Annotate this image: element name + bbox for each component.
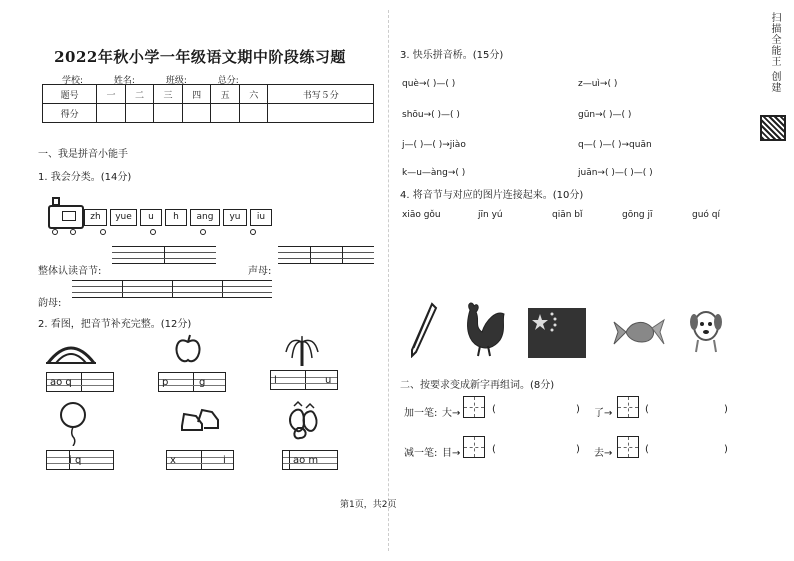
paren-close: ) (724, 404, 728, 415)
page-number: 第1页，共2页 (340, 500, 397, 510)
score-input-cell[interactable] (211, 104, 240, 123)
section2-heading: 二、按要求变成新字再组词。(8分) (400, 380, 555, 391)
row-label: 减一笔: (404, 448, 438, 459)
score-header-cell: 四 (182, 85, 211, 104)
train-wheel (200, 229, 206, 235)
syllable-label[interactable]: guó qí (692, 210, 720, 220)
train-car: iu (250, 209, 272, 226)
strawberry-icon (286, 400, 320, 440)
national-flag-icon[interactable] (528, 308, 586, 358)
score-input-cell[interactable] (182, 104, 211, 123)
train-car: ang (190, 209, 220, 226)
answer-lines-shengmu[interactable] (278, 246, 374, 264)
train-window (62, 211, 76, 221)
train-chimney (52, 197, 60, 206)
syllable-label[interactable]: qiān bǐ (552, 210, 583, 220)
score-label: 总分: (217, 76, 239, 86)
score-input-cell[interactable] (97, 104, 126, 123)
pinyin-text: i (223, 455, 226, 466)
pinyin-text: i q (69, 455, 82, 466)
paren-close: ) (576, 404, 580, 415)
shoes-icon (180, 406, 220, 436)
pinyin-box[interactable] (46, 372, 114, 392)
train-wheel (250, 229, 256, 235)
source-char: 了→ (594, 408, 613, 419)
goldfish-icon[interactable] (612, 312, 666, 352)
train-wheel (150, 229, 156, 235)
char-grid-box[interactable] (463, 396, 485, 418)
source-char: 目→ (442, 448, 461, 459)
paren-open: ( (492, 404, 496, 415)
source-char: 去→ (594, 448, 613, 459)
paren-close: ) (724, 444, 728, 455)
score-header-cell: 二 (125, 85, 154, 104)
balloon-icon (58, 402, 88, 446)
bridge-row-left[interactable]: k—u—àng→( ) (402, 168, 466, 178)
page-divider (388, 10, 389, 551)
answer-lines-yunmu[interactable] (72, 280, 272, 298)
answer-lines-zhengti[interactable] (112, 246, 216, 264)
paren-open: ( (492, 444, 496, 455)
syllable-label[interactable]: gōng jī (622, 210, 653, 220)
score-input-cell[interactable] (268, 104, 374, 123)
paren-open: ( (645, 404, 649, 415)
name-label: 姓名: (113, 76, 135, 86)
row-label: 加一笔: (404, 408, 438, 419)
school-label: 学校: (62, 76, 84, 86)
train-car: h (165, 209, 187, 226)
bridge-row-left[interactable]: j—( )—( )→jiào (402, 140, 466, 150)
char-grid-box[interactable] (617, 396, 639, 418)
syllable-label[interactable]: jīn yú (478, 210, 503, 220)
train-wheel (100, 229, 106, 235)
apple-icon (174, 334, 202, 364)
score-header-cell: 六 (239, 85, 268, 104)
pinyin-box[interactable] (282, 450, 338, 470)
pinyin-box[interactable] (270, 370, 338, 390)
label-zhengti: 整体认读音节: (38, 266, 102, 277)
bridge-row-left[interactable]: què→( )—( ) (402, 79, 456, 89)
train-car: zh (84, 209, 107, 226)
pinyin-text: l (274, 375, 277, 386)
paren-close: ) (576, 444, 580, 455)
scanner-watermark: 扫描全能王 创建 (769, 12, 780, 94)
score-header-cell: 五 (211, 85, 240, 104)
train-car: u (140, 209, 162, 226)
q2-title: 2. 看图，把音节补充完整。(12分) (38, 319, 192, 330)
char-grid-box[interactable] (463, 436, 485, 458)
pinyin-text: g (199, 377, 206, 388)
q4-title: 4. 将音节与对应的图片连接起来。(10分) (400, 190, 584, 201)
source-char: 大→ (442, 408, 461, 419)
score-input-cell[interactable] (154, 104, 183, 123)
pinyin-text: ao q (50, 377, 72, 388)
score-header-cell: 一 (97, 85, 126, 104)
willow-tree-icon (282, 332, 322, 366)
pinyin-box[interactable] (158, 372, 226, 392)
score-input-cell[interactable] (125, 104, 154, 123)
pinyin-text: u (325, 375, 332, 386)
pinyin-box[interactable] (166, 450, 234, 470)
score-row-label: 得分 (43, 104, 97, 123)
bridge-row-left[interactable]: shōu→( )—( ) (402, 110, 460, 120)
syllable-label[interactable]: xiāo gǒu (402, 210, 441, 220)
label-yunmu: 韵母: (38, 298, 62, 309)
pinyin-text: ao m (293, 455, 319, 466)
bridge-row-right[interactable]: q—( )—( )→quān (578, 140, 652, 150)
char-grid-box[interactable] (617, 436, 639, 458)
score-header-cell: 三 (154, 85, 183, 104)
page-title: 2022年秋小学一年级语文期中阶段练习题 (54, 48, 346, 66)
score-header-cell: 书写５分 (268, 85, 374, 104)
q3-title: 3. 快乐拼音桥。(15分) (400, 50, 504, 61)
score-header-cell: 题号 (43, 85, 97, 104)
rooster-icon[interactable] (458, 300, 508, 358)
q1-title: 1. 我会分类。(14分) (38, 172, 132, 183)
qr-code-icon (760, 115, 786, 141)
train-wheel (52, 229, 58, 235)
pinyin-text: p (162, 377, 169, 388)
paren-open: ( (645, 444, 649, 455)
pinyin-text: x (170, 455, 176, 466)
score-table (42, 84, 374, 123)
bridge-row-right[interactable]: z—uì→( ) (578, 79, 618, 89)
pencil-icon[interactable] (408, 302, 438, 358)
pinyin-box[interactable] (46, 450, 114, 470)
section1-heading: 一、我是拼音小能手 (38, 149, 128, 160)
train-wheel (70, 229, 76, 235)
bridge-icon (46, 337, 96, 365)
puppy-icon[interactable] (686, 306, 726, 354)
label-shengmu: 声母: (248, 266, 272, 277)
train-car: yu (223, 209, 247, 226)
score-input-cell[interactable] (239, 104, 268, 123)
bridge-row-right[interactable]: gūn→( )—( ) (578, 110, 632, 120)
bridge-row-right[interactable]: juān→( )—( )—( ) (578, 168, 653, 178)
class-label: 班级: (165, 76, 187, 86)
train-car: yue (110, 209, 137, 226)
